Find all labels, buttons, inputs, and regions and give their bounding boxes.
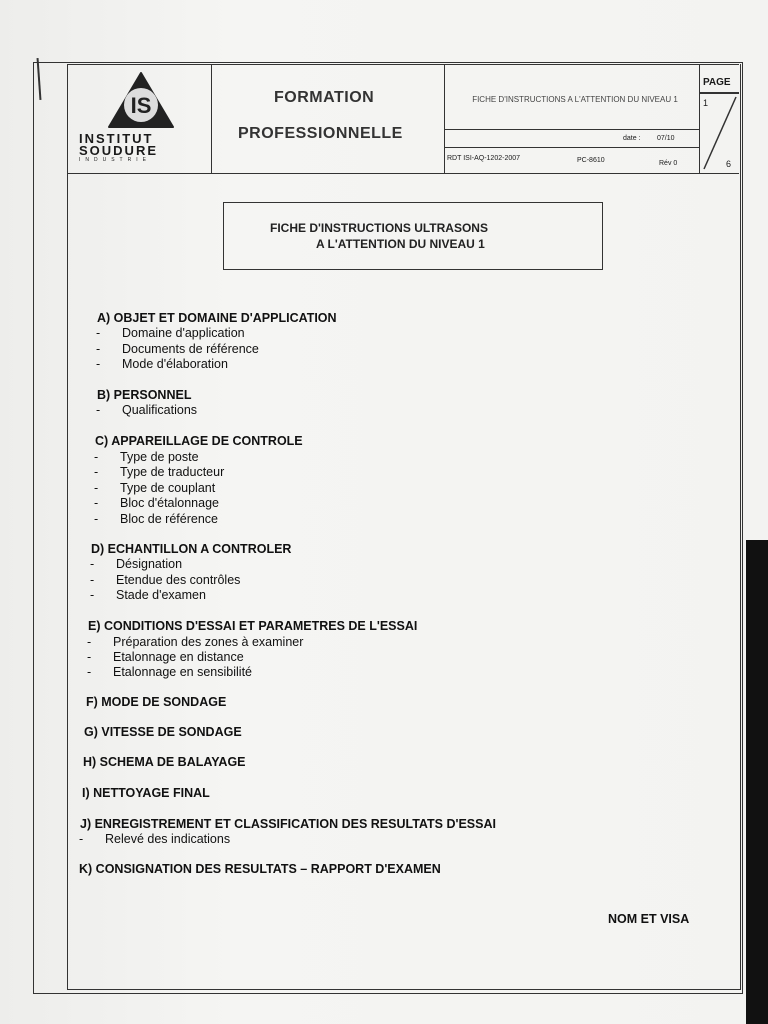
- bullet-dash: -: [87, 635, 92, 649]
- reference-code: RDT ISI-AQ-1202-2007: [447, 155, 521, 162]
- bullet-dash: -: [96, 326, 101, 340]
- logo-letters: IS: [130, 93, 152, 118]
- formation-line2: PROFESSIONNELLE: [238, 125, 403, 142]
- section-heading: D) ECHANTILLON A CONTROLER: [91, 542, 292, 556]
- logo-line2: SOUDURE: [79, 143, 159, 158]
- document-title-line1: FICHE D'INSTRUCTIONS ULTRASONS: [270, 221, 488, 235]
- scan-edge: [746, 540, 768, 1024]
- document-title-line2: A L'ATTENTION DU NIVEAU 1: [316, 237, 485, 251]
- section-heading: F) MODE DE SONDAGE: [86, 695, 227, 709]
- bullet-dash: -: [90, 573, 95, 587]
- section-item: Bloc d'étalonnage: [120, 496, 219, 510]
- bullet-dash: -: [94, 481, 99, 495]
- bullet-dash: -: [79, 832, 84, 846]
- logo-line3: INDUSTRIE: [79, 157, 151, 163]
- page-current: 1: [703, 98, 709, 108]
- section-item: Documents de référence: [122, 342, 259, 356]
- page-label: PAGE: [703, 77, 731, 88]
- section-heading: G) VITESSE DE SONDAGE: [84, 725, 242, 739]
- bullet-dash: -: [87, 665, 92, 679]
- document-title-box: [223, 202, 603, 270]
- section-item: Désignation: [116, 557, 183, 571]
- section-item: Bloc de référence: [120, 512, 218, 526]
- formation-line1: FORMATION: [274, 89, 375, 106]
- section-item: Type de couplant: [120, 481, 216, 495]
- section-heading: J) ENREGISTREMENT ET CLASSIFICATION DES RESULTATS D'ESSAI: [80, 817, 496, 831]
- revision: Rév 0: [659, 160, 678, 167]
- date-value: 07/10: [657, 135, 675, 142]
- section-item: Préparation des zones à examiner: [113, 635, 304, 649]
- procedure-code: PC-8610: [577, 157, 605, 164]
- section-heading: H) SCHEMA DE BALAYAGE: [83, 755, 246, 769]
- page-total: 6: [726, 159, 732, 169]
- section-heading: B) PERSONNEL: [97, 388, 192, 402]
- section-item: Etalonnage en distance: [113, 650, 244, 664]
- bullet-dash: -: [96, 357, 101, 371]
- bullet-dash: -: [96, 403, 101, 417]
- bullet-dash: -: [94, 465, 99, 479]
- bullet-dash: -: [94, 496, 99, 510]
- section-item: Mode d'élaboration: [122, 357, 228, 371]
- section-heading: E) CONDITIONS D'ESSAI ET PARAMETRES DE L'ESSAI: [88, 619, 418, 633]
- signature-label: NOM ET VISA: [608, 912, 690, 926]
- section-item: Domaine d'application: [122, 326, 245, 340]
- bullet-dash: -: [94, 450, 99, 464]
- info-title: FICHE D'INSTRUCTIONS A L'ATTENTION DU NIVEAU 1: [472, 95, 678, 104]
- section-item: Etendue des contrôles: [116, 573, 241, 587]
- section-item: Etalonnage en sensibilité: [113, 665, 252, 679]
- bullet-dash: -: [87, 650, 92, 664]
- bullet-dash: -: [90, 588, 95, 602]
- section-heading: K) CONSIGNATION DES RESULTATS – RAPPORT D'EXAMEN: [79, 862, 441, 876]
- section-heading: I) NETTOYAGE FINAL: [82, 786, 210, 800]
- section-item: Type de poste: [120, 450, 199, 464]
- section-item: Type de traducteur: [120, 465, 225, 479]
- section-item: Relevé des indications: [105, 832, 231, 846]
- section-item: Qualifications: [122, 403, 198, 417]
- section-heading: A) OBJET ET DOMAINE D'APPLICATION: [97, 311, 337, 325]
- bullet-dash: -: [96, 342, 101, 356]
- bullet-dash: -: [90, 557, 95, 571]
- section-item: Stade d'examen: [116, 588, 206, 602]
- bullet-dash: -: [94, 512, 99, 526]
- date-label: date :: [623, 135, 641, 142]
- section-heading: C) APPAREILLAGE DE CONTROLE: [95, 434, 303, 448]
- logo-line1: INSTITUT: [79, 131, 154, 146]
